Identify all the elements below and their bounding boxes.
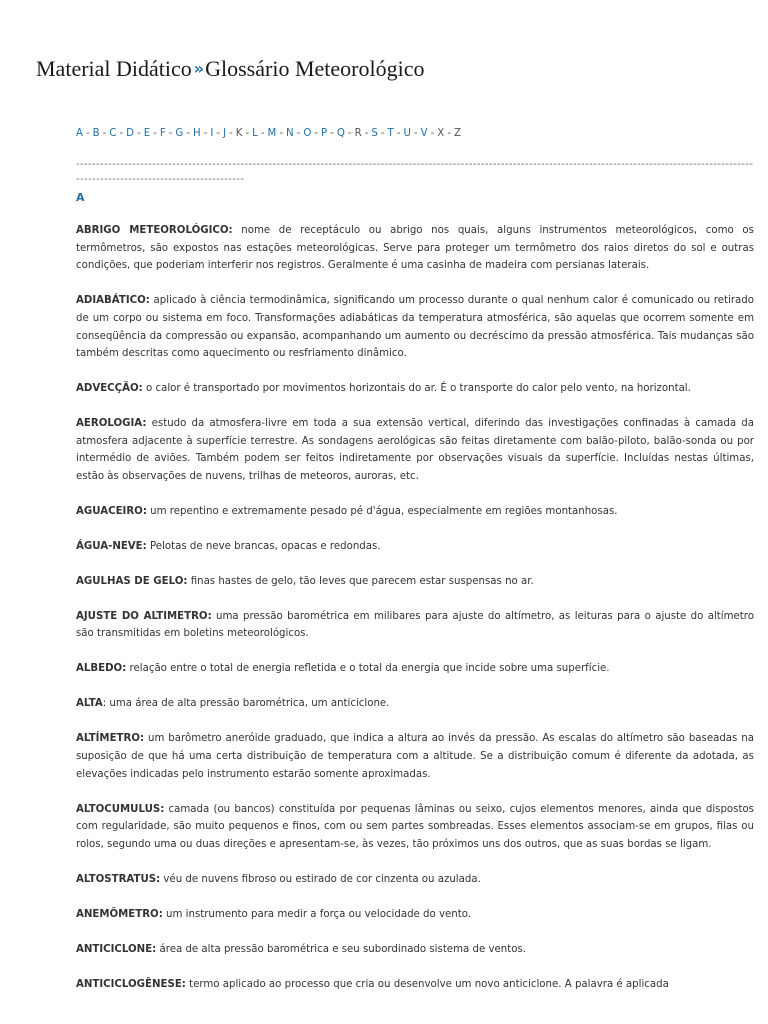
alphabet-link-h[interactable]: H [193, 128, 201, 139]
alphabet-link-u[interactable]: U [403, 128, 411, 139]
alphabet-separator: - [137, 128, 141, 139]
entry-term: AGULHAS DE GELO: [76, 575, 188, 587]
alphabet-separator: - [447, 128, 451, 139]
entry-definition: área de alta pressão barométrica e seu subordinado sistema de ventos. [156, 943, 526, 955]
entry-definition: : uma área de alta pressão barométrica, um anticiclone. [102, 698, 390, 710]
alphabet-link-d[interactable]: D [126, 128, 135, 139]
glossary-entry [76, 573, 754, 591]
entry-definition: termo aplicado ao processo que cria ou desenvolve um novo anticiclone. A palavra é aplicada [185, 978, 669, 990]
entry-term: AJUSTE DO ALTIMETRO: [76, 610, 212, 622]
entry-definition: aplicado à ciência termodinâmica, significando um processo durante o qual nenhum calor é comunicado ou retirado de um corpo ou sistema em foco. Transformações adiabáticas da temperatura atmosférica, são aquelas que ocorrem somente em conseqüência da compressão ou expansão, acompanhando um aumento ou decréscimo da pressão atmosférica. Tais mudanças são também descritas como aquecimento ou resfriamento dinâmico. [76, 295, 754, 360]
alphabet-separator: - [216, 128, 221, 139]
entry-definition: finas hastes de gelo, tão leves que parecem estar suspensas no ar. [187, 575, 534, 587]
alphabet-link-o[interactable]: O [303, 128, 312, 139]
alphabet-separator: - [380, 128, 385, 139]
page-title [36, 56, 424, 82]
alphabet-separator: - [347, 128, 352, 139]
glossary-entry [76, 976, 754, 994]
glossary-entry [76, 660, 754, 678]
glossary-entry [76, 222, 754, 275]
entry-definition: o calor é transportado por movimentos horizontais do ar. É o transporte do calor pelo vento, na horizontal. [142, 383, 691, 395]
alphabet-separator: - [413, 128, 418, 139]
glossary-entry [76, 380, 754, 398]
breadcrumb-separator-icon: » [193, 59, 202, 78]
entry-term: ABRIGO METEOROLÓGICO: [76, 225, 233, 237]
alphabet-separator: - [245, 128, 250, 139]
alphabet-separator: - [279, 128, 283, 139]
alphabet-link-f[interactable]: F [159, 128, 166, 139]
entry-definition: uma pressão barométrica em milibares para ajuste do altímetro, as leituras para o ajuste do altímetro são transmitidas em boletins meteorológicos. [76, 610, 754, 640]
glossary-entry [76, 941, 754, 959]
entry-term: AGUACEIRO: [76, 505, 147, 517]
alphabet-link-a[interactable]: A [76, 128, 83, 139]
alphabet-separator: - [330, 128, 334, 139]
breadcrumb-section[interactable]: Material Didático [36, 56, 192, 81]
entry-term: ANTICICLONE: [76, 943, 157, 955]
entry-definition: um repentino e extremamente pesado pé d'água, especialmente em regiões montanhosas. [146, 505, 618, 517]
entry-term: ÁGUA-NEVE: [76, 540, 147, 552]
glossary-entry [76, 695, 754, 713]
alphabet-link-t[interactable]: T [387, 128, 394, 139]
entry-definition: Pelotas de neve brancas, opacas e redondas. [146, 540, 381, 552]
alphabet-link-g[interactable]: G [175, 128, 184, 139]
entry-definition: véu de nuvens fibroso ou estirado de cor cinzenta ou azulada. [160, 873, 481, 885]
alphabet-separator: - [430, 128, 435, 139]
entry-definition: nome de receptáculo ou abrigo nos quais, alguns instrumentos meteorológicos, como os termômetros, são expostos nas estações meteorológicas. Serve para proteger um termômetro dos raios diretos do sol e outras condições, que poderiam interferir nos registros. Geralmente é uma casinha de madeira com persianas laterais. [76, 225, 754, 272]
alphabet-nav [76, 125, 754, 143]
alphabet-link-s[interactable]: S [371, 128, 378, 139]
alphabet-separator: - [85, 128, 90, 139]
entry-term: ADIABÁTICO: [76, 295, 150, 307]
entry-definition: um instrumento para medir a força ou velocidade do vento. [162, 908, 472, 920]
entry-definition: estudo da atmosfera-livre em toda a sua extensão vertical, diferindo das investigações confinadas à camada da atmosfera adjacente à superfície terrestre. As sondagens aerológicas são feitas diretamente com balão-piloto, balão-sonda ou por intermédio de aviões. Também podem ser feitos indiretamente por observações visuais da superfície. Incluídas nestas últimas, estão às observações de nuvens, trilhas de meteoros, auroras, etc. [76, 418, 754, 482]
entry-term: ALTÍMETRO: [76, 733, 145, 745]
entry-term: AEROLOGIA: [76, 418, 147, 430]
glossary-entry [76, 538, 754, 556]
alphabet-link-p[interactable]: P [321, 128, 328, 139]
entry-term: ANEMÔMETRO: [76, 908, 163, 920]
alphabet-link-k: K [235, 128, 243, 139]
alphabet-link-v[interactable]: V [420, 128, 428, 139]
glossary-entry [76, 415, 754, 485]
alphabet-link-x: X [437, 128, 445, 139]
entry-term: ALBEDO: [76, 663, 127, 675]
glossary-entry [76, 503, 754, 521]
glossary-entry [76, 871, 754, 889]
divider: ------------------------------------------------------------------------------------------------------------------------------------------------------------------------------------------------------------------- [76, 158, 754, 185]
entry-definition: um barômetro aneróide graduado, que indica a altura ao invés da pressão. As escalas do altímetro são baseadas na suposição de que há uma certa distribuição de temperatura com a altitude. Se a distribuição comum é diferente da adotada, as elevações indicadas pelo instrumento estarão somente aproximadas. [76, 733, 754, 780]
entry-term: ANTICICLOGÊNESE: [76, 978, 186, 990]
alphabet-link-q[interactable]: Q [336, 128, 345, 139]
alphabet-separator: - [168, 128, 173, 139]
alphabet-link-n[interactable]: N [286, 128, 294, 139]
alphabet-separator: - [203, 128, 208, 139]
glossary-entry [76, 730, 754, 783]
alphabet-link-j[interactable]: J [223, 128, 227, 139]
alphabet-separator: - [229, 128, 233, 139]
glossary-entries [76, 222, 754, 993]
glossary-content [76, 125, 754, 1011]
alphabet-separator: - [260, 128, 265, 139]
entry-term: ALTOSTRATUS: [76, 873, 161, 885]
entry-definition: camada (ou bancos) constituída por pequenas lâminas ou seixo, cujos elementos menores, ainda que dispostos com regularidade, são muito pequenos e finos, com ou sem partes sombreadas. Esses elementos associam-se em grupos, filas ou rolos, segundo uma ou duas direções e apresentam-se, às vezes, tão próximos uns dos outros, que as suas bordas se ligam. [76, 803, 754, 850]
alphabet-link-l[interactable]: L [252, 128, 258, 139]
entry-definition: relação entre o total de energia refletida e o total da energia que incide sobre uma superfície. [126, 663, 610, 675]
alphabet-link-i[interactable]: I [210, 128, 214, 139]
alphabet-link-c[interactable]: C [109, 128, 117, 139]
alphabet-link-b[interactable]: B [92, 128, 100, 139]
alphabet-link-r: R [354, 128, 362, 139]
entry-term: ALTA [76, 698, 103, 710]
glossary-entry [76, 608, 754, 643]
glossary-entry [76, 906, 754, 924]
breadcrumb-current: Glossário Meteorológico [205, 56, 425, 81]
glossary-entry [76, 292, 754, 362]
alphabet-separator: - [314, 128, 319, 139]
alphabet-link-m[interactable]: M [267, 128, 277, 139]
glossary-entry [76, 801, 754, 854]
entry-term: ALTOCUMULUS: [76, 803, 165, 815]
alphabet-link-e[interactable]: E [143, 128, 151, 139]
alphabet-separator: - [296, 128, 301, 139]
alphabet-separator: - [396, 128, 401, 139]
entry-term: ADVECÇÃO: [76, 383, 143, 395]
alphabet-separator: - [102, 128, 107, 139]
alphabet-separator: - [364, 128, 369, 139]
alphabet-separator: - [153, 128, 157, 139]
letter-heading: A [76, 190, 85, 204]
alphabet-link-z: Z [453, 128, 461, 139]
alphabet-separator: - [186, 128, 190, 139]
alphabet-separator: - [119, 128, 124, 139]
